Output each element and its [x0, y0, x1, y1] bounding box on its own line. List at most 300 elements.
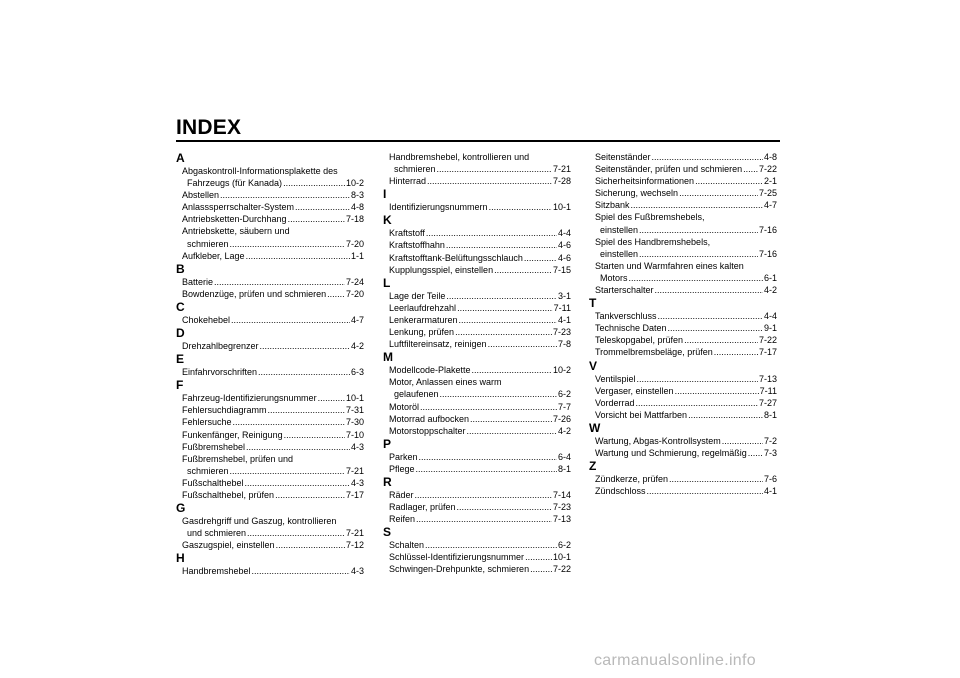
index-entry-text: Räder — [389, 489, 414, 500]
index-letter-heading: V — [589, 358, 598, 373]
dot-leader — [722, 435, 763, 447]
page-number: 7-10 — [345, 429, 364, 440]
index-entry-text: Motorstoppschalter — [389, 425, 466, 436]
index-letter-heading: L — [383, 275, 391, 290]
page-number: 4-8 — [763, 152, 777, 162]
page-number: 7-6 — [763, 474, 777, 485]
index-entry-text: Sitzbank — [595, 200, 630, 211]
watermark: carmanualsonline.info — [594, 652, 756, 669]
index-entry-text: Handbremshebel, kontrollieren und — [389, 152, 530, 162]
page-number: 8-1 — [557, 463, 571, 474]
index-entry-text: Fehlersuchdiagramm — [182, 405, 267, 416]
dot-leader — [636, 397, 758, 409]
page-number: 8-3 — [350, 190, 364, 201]
index-entry — [383, 175, 571, 187]
dot-leader — [416, 513, 552, 525]
index-letter-heading: E — [176, 352, 185, 367]
index-entry-text: Aufkleber, Lage — [182, 250, 245, 261]
index-entry-text: Tankverschluss — [595, 311, 657, 322]
index-entry-text: Kraftstofftank-Belüftungsschlauch — [389, 252, 523, 263]
index-entry-text: Handbremshebel — [182, 566, 251, 577]
index-entry-text: Anlasssperrschalter-System — [182, 202, 295, 213]
page-number: 4-3 — [350, 477, 364, 488]
index-entry — [176, 416, 364, 428]
page-number: 7-13 — [758, 373, 777, 384]
index-entry — [589, 260, 777, 272]
page-number: 7-25 — [758, 188, 777, 199]
dot-leader — [472, 364, 552, 376]
dot-leader — [214, 276, 345, 288]
index-entry-text: Radlager, prüfen — [389, 502, 456, 513]
index-letter-heading: R — [383, 474, 392, 489]
page-number: 7-28 — [552, 176, 571, 187]
page-number: 4-4 — [557, 228, 571, 239]
dot-leader — [658, 310, 763, 322]
dot-leader — [220, 189, 350, 201]
index-entry-text: Wartung, Abgas-Kontrollsystem — [595, 435, 721, 446]
dot-leader — [427, 175, 552, 187]
index-entry — [589, 322, 777, 334]
index-entry — [176, 201, 364, 213]
index-column-2 — [383, 151, 571, 576]
index-entry — [589, 224, 777, 236]
index-entry-text: Modellcode-Plakette — [389, 365, 471, 376]
index-entry — [176, 527, 364, 539]
page-number: 3-1 — [557, 290, 571, 301]
page-number: 4-6 — [557, 240, 571, 251]
index-entry-text: Antriebskette, säubern und — [182, 226, 290, 237]
index-entry — [383, 388, 571, 400]
page-number: 7-2 — [763, 435, 777, 446]
dot-leader — [295, 201, 350, 213]
index-entry-text: Leerlaufdrehzahl — [389, 302, 457, 313]
index-letter-heading: M — [383, 350, 393, 365]
index-entry — [176, 404, 364, 416]
index-entry-text: Zündschloss — [595, 486, 646, 497]
dot-leader — [446, 290, 557, 302]
index-entry-text: Bowdenzüge, prüfen und schmieren — [182, 288, 327, 299]
index-letter-heading: G — [176, 501, 186, 516]
index-entry — [383, 151, 571, 163]
dot-leader — [688, 409, 763, 421]
page-number: 10-2 — [552, 365, 571, 376]
dot-leader — [268, 404, 345, 416]
index-entry-text: Spiel des Fußbremshebels, — [595, 212, 705, 223]
page-number: 10-1 — [345, 393, 364, 404]
dot-leader — [230, 238, 345, 250]
page-number: 7-20 — [345, 238, 364, 249]
index-entry-text: Kraftstoff — [389, 228, 425, 239]
dot-leader — [276, 539, 345, 551]
index-entry — [383, 425, 571, 437]
page-number: 7-21 — [345, 465, 364, 476]
index-entry-text: Hinterrad — [389, 176, 427, 187]
dot-leader — [457, 302, 553, 314]
dot-leader — [668, 322, 763, 334]
page-number: 10-2 — [345, 178, 364, 189]
index-entry — [589, 346, 777, 358]
index-entry — [589, 485, 777, 497]
index-entry — [383, 314, 571, 326]
page-number: 6-2 — [557, 540, 571, 551]
index-entry-text: Wartung und Schmierung, regelmäßig — [595, 447, 747, 458]
index-entry-text: gelaufenen — [394, 389, 439, 400]
page-number: 7-16 — [758, 224, 777, 235]
index-entry — [589, 151, 777, 163]
index-entry — [176, 314, 364, 326]
index-entry-text: einstellen — [600, 224, 639, 235]
index-entry-text: Zündkerze, prüfen — [595, 474, 669, 485]
index-entry — [383, 201, 571, 213]
index-letter-heading: D — [176, 326, 185, 341]
index-entry-text: Sicherheitsinformationen — [595, 176, 695, 187]
index-entry — [589, 447, 777, 459]
page-number: 7-31 — [345, 405, 364, 416]
index-entry — [589, 175, 777, 187]
dot-leader — [327, 288, 345, 300]
index-entry-text: Pflege — [389, 463, 415, 474]
index-entry — [383, 302, 571, 314]
index-entry — [176, 288, 364, 300]
dot-leader — [695, 175, 763, 187]
page-number: 7-27 — [758, 397, 777, 408]
dot-leader — [647, 485, 763, 497]
index-entry — [383, 376, 571, 388]
index-entry — [176, 225, 364, 237]
index-entry — [589, 248, 777, 260]
index-entry-text: Starterschalter — [595, 285, 654, 296]
page-number: 7-12 — [345, 540, 364, 551]
dot-leader — [246, 250, 350, 262]
index-entry-text: Trommelbremsbeläge, prüfen — [595, 347, 713, 358]
dot-leader — [420, 401, 557, 413]
page-number: 7-14 — [552, 489, 571, 500]
index-entry-text: Fußschalthebel — [182, 477, 244, 488]
index-entry-text: Fahrzeugs (für Kanada) — [187, 178, 283, 189]
page-number: 4-7 — [763, 200, 777, 211]
page-number: 4-2 — [557, 425, 571, 436]
index-entry-text: Kraftstoffhahn — [389, 240, 445, 251]
index-entry — [383, 326, 571, 338]
index-entry-text: Gasdrehgriff und Gaszug, kontrollieren — [182, 516, 337, 527]
index-entry-text: Drehzahlbegrenzer — [182, 341, 259, 352]
index-entry — [589, 199, 777, 211]
index-entry — [383, 239, 571, 251]
page-number: 7-22 — [758, 164, 777, 175]
index-entry-text: Schwingen-Drehpunkte, schmieren — [389, 564, 530, 575]
index-entry — [383, 252, 571, 264]
page-number: 7-11 — [553, 302, 571, 313]
page-number: 6-4 — [557, 451, 571, 462]
dot-leader — [637, 373, 758, 385]
index-letter-heading: I — [383, 187, 387, 202]
page-number: 7-21 — [552, 164, 571, 175]
index-entry-text: Schalten — [389, 540, 425, 551]
page-number: 7-13 — [552, 514, 571, 525]
index-entry — [176, 165, 364, 177]
page-number: 6-1 — [763, 272, 777, 283]
index-entry — [589, 409, 777, 421]
page-number: 4-1 — [763, 486, 777, 497]
dot-leader — [488, 338, 557, 350]
index-entry-text: Technische Daten — [595, 323, 667, 334]
dot-leader — [494, 264, 552, 276]
page-number: 7-24 — [345, 276, 364, 287]
index-entry — [383, 513, 571, 525]
index-entry — [383, 401, 571, 413]
page-number: 4-2 — [350, 341, 364, 352]
index-entry — [383, 539, 571, 551]
dot-leader — [455, 326, 552, 338]
page-number: 10-1 — [552, 552, 571, 563]
index-entry — [589, 373, 777, 385]
index-entry — [176, 189, 364, 201]
index-entry-text: Abstellen — [182, 190, 220, 201]
index-entry — [383, 227, 571, 239]
index-entry-text: Seitenständer, prüfen und schmieren — [595, 164, 743, 175]
index-entry — [383, 501, 571, 513]
index-entry — [589, 284, 777, 296]
dot-leader — [440, 388, 557, 400]
index-letter-heading: B — [176, 261, 185, 276]
index-entry-text: Starten und Warmfahren eines kalten — [595, 260, 744, 271]
dot-leader — [288, 213, 345, 225]
index-entry-text: Funkenfänger, Reinigung — [182, 429, 283, 440]
page-number: 10-1 — [552, 202, 571, 213]
page-number: 7-26 — [552, 413, 571, 424]
index-entry — [383, 338, 571, 350]
dot-leader — [631, 199, 763, 211]
page-number: 7-15 — [552, 264, 571, 275]
dot-leader — [470, 413, 552, 425]
dot-leader — [252, 565, 350, 577]
index-letter-heading: W — [589, 420, 601, 435]
index-entry — [383, 264, 571, 276]
index-entry — [176, 429, 364, 441]
index-entry-text: Motors — [600, 272, 628, 283]
dot-leader — [489, 201, 552, 213]
index-entry-text: schmieren — [394, 164, 436, 175]
index-entry — [176, 340, 364, 352]
index-entry-text: schmieren — [187, 238, 229, 249]
dot-leader — [748, 447, 763, 459]
page-number: 4-7 — [350, 314, 364, 325]
index-entry-text: Ventilspiel — [595, 373, 636, 384]
index-entry — [383, 451, 571, 463]
page-number: 7-17 — [345, 489, 364, 500]
dot-leader — [247, 527, 345, 539]
index-letter-heading: Z — [589, 459, 597, 474]
dot-leader — [284, 429, 345, 441]
dot-leader — [652, 151, 763, 163]
index-entry — [589, 310, 777, 322]
page-number: 4-3 — [350, 441, 364, 452]
page-number: 9-1 — [763, 323, 777, 334]
index-entry-text: Chokehebel — [182, 314, 231, 325]
dot-leader — [655, 284, 763, 296]
index-entry — [589, 272, 777, 284]
dot-leader — [639, 224, 758, 236]
dot-leader — [639, 248, 758, 260]
dot-leader — [231, 314, 350, 326]
page-number: 7-23 — [552, 502, 571, 513]
index-entry — [589, 163, 777, 175]
dot-leader — [415, 489, 552, 501]
index-entry-text: Teleskopgabel, prüfen — [595, 335, 684, 346]
index-entry — [176, 477, 364, 489]
index-entry — [383, 551, 571, 563]
dot-leader — [245, 477, 350, 489]
index-entry-text: Motoröl — [389, 401, 420, 412]
index-entry — [176, 465, 364, 477]
dot-leader — [679, 187, 758, 199]
index-entry-text: Parken — [389, 451, 418, 462]
index-entry-text: Lage der Teile — [389, 290, 446, 301]
index-letter-heading: H — [176, 551, 185, 566]
page-number: 7-20 — [345, 288, 364, 299]
title-rule — [176, 140, 780, 142]
index-entry-text: Motorrad aufbocken — [389, 413, 470, 424]
page-number: 7-7 — [557, 401, 571, 412]
page-number: 7-22 — [758, 335, 777, 346]
index-entry-text: Lenkerarmaturen — [389, 314, 458, 325]
index-entry — [176, 213, 364, 225]
index-entry — [383, 563, 571, 575]
page-number: 7-22 — [552, 564, 571, 575]
index-entry-text: Antriebsketten-Durchhang — [182, 214, 287, 225]
index-entry-text: Seitenständer — [595, 152, 651, 162]
page-number: 4-3 — [350, 566, 364, 577]
index-entry-text: Fußschalthebel, prüfen — [182, 489, 275, 500]
index-entry — [176, 276, 364, 288]
index-entry-text: Identifizierungsnummern — [389, 202, 488, 213]
page-number: 7-30 — [345, 417, 364, 428]
index-entry — [589, 435, 777, 447]
page-number: 7-17 — [758, 347, 777, 358]
dot-leader — [669, 473, 763, 485]
index-entry — [176, 238, 364, 250]
index-entry — [176, 250, 364, 262]
dot-leader — [437, 163, 552, 175]
dot-leader — [524, 252, 557, 264]
index-entry-text: Schlüssel-Identifizierungsnummer — [389, 552, 525, 563]
index-entry-text: schmieren — [187, 465, 229, 476]
dot-leader — [629, 272, 763, 284]
index-entry-text: Spiel des Handbremshebels, — [595, 236, 711, 247]
dot-leader — [525, 551, 552, 563]
dot-leader — [416, 463, 557, 475]
index-entry — [589, 211, 777, 223]
dot-leader — [258, 366, 350, 378]
index-letter-heading: P — [383, 436, 392, 451]
page-number: 4-1 — [557, 314, 571, 325]
page-number: 6-2 — [557, 389, 571, 400]
index-entry — [383, 290, 571, 302]
dot-leader — [684, 334, 758, 346]
dot-leader — [675, 385, 759, 397]
index-letter-heading: T — [589, 296, 597, 311]
page-number: 4-2 — [763, 285, 777, 296]
index-entry — [383, 413, 571, 425]
index-entry-text: Vorderrad — [595, 397, 635, 408]
index-entry-text: Fahrzeug-Identifizierungsnummer — [182, 393, 317, 404]
index-entry — [176, 441, 364, 453]
index-column-3 — [589, 151, 777, 497]
dot-leader — [419, 451, 557, 463]
index-entry — [589, 397, 777, 409]
index-entry — [383, 163, 571, 175]
dot-leader — [457, 501, 552, 513]
index-entry-text: einstellen — [600, 248, 639, 259]
index-entry — [176, 366, 364, 378]
index-letter-heading: F — [176, 378, 184, 393]
index-column-1 — [176, 151, 364, 577]
index-entry — [176, 453, 364, 465]
dot-leader — [246, 441, 350, 453]
index-entry — [176, 392, 364, 404]
index-entry — [383, 364, 571, 376]
index-entry — [176, 515, 364, 527]
index-entry-text: Motor, Anlassen eines warm — [389, 377, 502, 388]
dot-leader — [318, 392, 345, 404]
index-entry-text: Kupplungsspiel, einstellen — [389, 264, 494, 275]
index-entry — [589, 473, 777, 485]
index-entry — [589, 334, 777, 346]
page-number: 4-6 — [557, 252, 571, 263]
page-number: 7-11 — [759, 385, 777, 396]
index-letter-heading: K — [383, 213, 392, 228]
index-entry-text: Gaszugspiel, einstellen — [182, 540, 275, 551]
dot-leader — [275, 489, 345, 501]
page-number: 4-8 — [350, 202, 364, 213]
page-number: 7-16 — [758, 248, 777, 259]
index-letter-heading: S — [383, 525, 392, 540]
index-entry-text: Fehlersuche — [182, 417, 232, 428]
index-entry-text: Fußbremshebel — [182, 441, 246, 452]
index-entry-text: Vorsicht bei Mattfarben — [595, 409, 688, 420]
index-entry-text: Einfahrvorschriften — [182, 367, 258, 378]
index-entry-text: Vergaser, einstellen — [595, 385, 674, 396]
page-number: 7-21 — [345, 528, 364, 539]
index-entry — [589, 187, 777, 199]
dot-leader — [260, 340, 350, 352]
dot-leader — [230, 465, 345, 477]
index-entry-text: Fußbremshebel, prüfen und — [182, 453, 294, 464]
page-number: 7-8 — [557, 339, 571, 350]
dot-leader — [283, 177, 345, 189]
page-number: 7-3 — [763, 447, 777, 458]
page-number: 7-18 — [345, 214, 364, 225]
dot-leader — [426, 227, 557, 239]
index-entry — [589, 236, 777, 248]
page-number: 4-4 — [763, 311, 777, 322]
page-title: INDEX — [176, 116, 242, 139]
index-entry — [176, 539, 364, 551]
dot-leader — [233, 416, 345, 428]
page-number: 7-23 — [552, 327, 571, 338]
index-entry-text: Lenkung, prüfen — [389, 327, 455, 338]
index-letter-heading: A — [176, 151, 185, 165]
index-entry — [176, 177, 364, 189]
page-number: 8-1 — [763, 409, 777, 420]
dot-leader — [446, 239, 557, 251]
index-entry — [176, 489, 364, 501]
index-entry — [383, 463, 571, 475]
dot-leader — [530, 563, 552, 575]
index-entry — [383, 489, 571, 501]
dot-leader — [467, 425, 557, 437]
index-entry — [589, 385, 777, 397]
